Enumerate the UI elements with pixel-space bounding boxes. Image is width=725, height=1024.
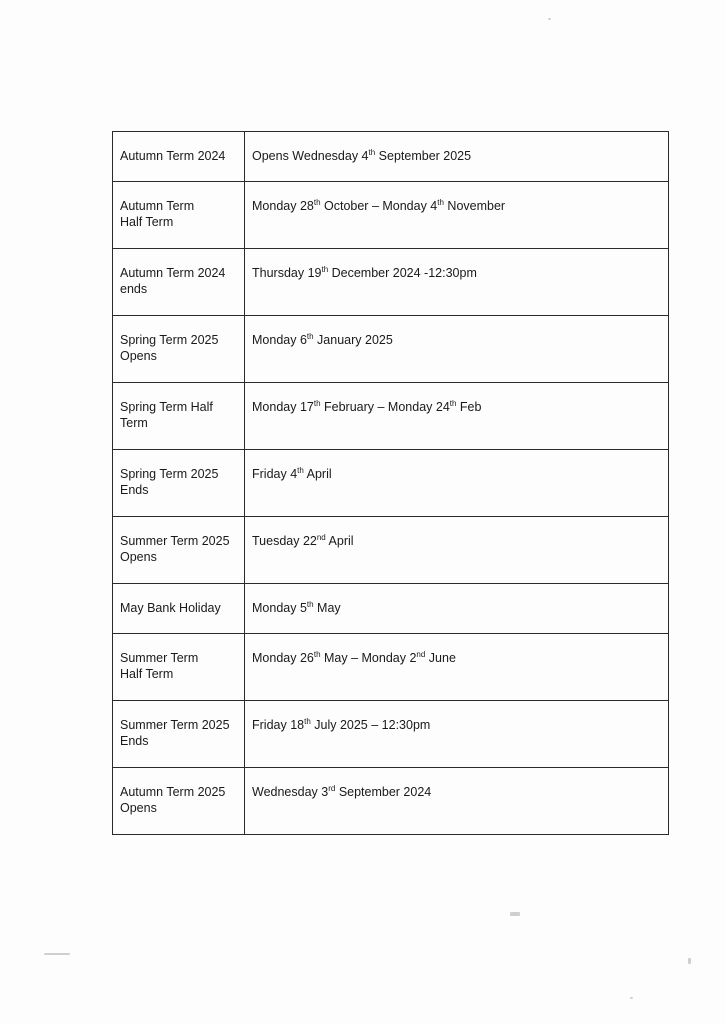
date-cell: [245, 584, 669, 634]
ordinal-suffix: th: [449, 398, 457, 408]
ordinal-suffix: th: [306, 599, 314, 609]
term-label: Summer Term Half Term: [120, 651, 199, 681]
term-cell: [113, 182, 245, 249]
term-label: Autumn Term 2024 ends: [120, 266, 226, 296]
term-cell: [113, 249, 245, 316]
scan-speck: [44, 953, 70, 955]
date-fragment: May: [313, 601, 341, 615]
table-row: [113, 634, 669, 701]
date-fragment: May – Monday 2: [320, 651, 417, 665]
date-fragment: June: [425, 651, 456, 665]
term-label: Spring Term 2025 Ends: [120, 467, 219, 497]
table-row: [113, 383, 669, 450]
ordinal-suffix: nd: [416, 649, 426, 659]
date-fragment: Thursday 19: [252, 266, 322, 280]
date-cell: [245, 316, 669, 383]
ordinal-suffix: th: [313, 398, 321, 408]
table-row: [113, 517, 669, 584]
ordinal-suffix: th: [306, 331, 314, 341]
date-cell: [245, 634, 669, 701]
date-text: [245, 634, 668, 666]
term-label: Autumn Term Half Term: [120, 199, 195, 229]
date-fragment: October – Monday 4: [320, 199, 438, 213]
scan-speck: [548, 18, 551, 20]
table-row: [113, 249, 669, 316]
date-cell: [245, 768, 669, 835]
date-fragment: Monday 17: [252, 400, 314, 414]
scan-speck: [510, 912, 520, 916]
ordinal-suffix: th: [437, 197, 444, 207]
date-text: [245, 701, 668, 733]
scan-speck: [688, 958, 691, 964]
date-text: [245, 383, 668, 415]
term-dates-body: [113, 132, 669, 835]
date-cell: [245, 383, 669, 450]
term-label: May Bank Holiday: [120, 601, 221, 615]
date-fragment: April: [325, 534, 354, 548]
term-label: Summer Term 2025 Opens: [120, 534, 230, 564]
date-text: [245, 768, 668, 800]
date-fragment: Feb: [456, 400, 482, 414]
term-cell: [113, 701, 245, 768]
term-label: Spring Term 2025 Opens: [120, 333, 219, 363]
table-row: [113, 768, 669, 835]
term-cell: [113, 132, 245, 182]
date-cell: [245, 450, 669, 517]
table-row: [113, 450, 669, 517]
date-fragment: Tuesday 22: [252, 534, 317, 548]
date-text: [245, 132, 668, 164]
table-row: [113, 132, 669, 182]
date-cell: [245, 701, 669, 768]
ordinal-suffix: rd: [328, 783, 336, 793]
date-fragment: April: [303, 467, 332, 481]
term-label: Spring Term Half Term: [120, 400, 213, 430]
ordinal-suffix: th: [313, 649, 321, 659]
date-text: [245, 249, 668, 281]
date-cell: [245, 249, 669, 316]
term-label: Summer Term 2025 Ends: [120, 718, 230, 748]
ordinal-suffix: nd: [316, 532, 326, 542]
date-fragment: Wednesday 3: [252, 785, 329, 799]
table-row: [113, 584, 669, 634]
date-fragment: December 2024 -12:30pm: [328, 266, 477, 280]
ordinal-suffix: th: [297, 465, 304, 475]
date-fragment: September 2025: [375, 149, 472, 163]
date-fragment: Monday 6: [252, 333, 307, 347]
date-text: [245, 316, 668, 348]
date-fragment: September 2024: [335, 785, 432, 799]
term-cell: [113, 450, 245, 517]
date-fragment: Monday 5: [252, 601, 307, 615]
term-label: Autumn Term 2024: [120, 149, 226, 163]
date-fragment: Monday 28: [252, 199, 314, 213]
table-row: [113, 182, 669, 249]
date-cell: [245, 517, 669, 584]
date-fragment: Opens Wednesday 4: [252, 149, 369, 163]
term-cell: [113, 316, 245, 383]
table-row: [113, 701, 669, 768]
date-text: [245, 584, 668, 616]
term-label: Autumn Term 2025 Opens: [120, 785, 226, 815]
ordinal-suffix: th: [321, 264, 329, 274]
date-cell: [245, 182, 669, 249]
ordinal-suffix: th: [313, 197, 321, 207]
term-cell: [113, 383, 245, 450]
table-row: [113, 316, 669, 383]
term-dates-table: [112, 131, 669, 835]
date-fragment: January 2025: [313, 333, 393, 347]
term-cell: [113, 584, 245, 634]
date-fragment: November: [443, 199, 506, 213]
date-text: [245, 517, 668, 549]
date-fragment: February – Monday 24: [320, 400, 450, 414]
scan-speck: [630, 997, 633, 999]
term-cell: [113, 634, 245, 701]
date-text: [245, 182, 668, 214]
date-fragment: July 2025 – 12:30pm: [310, 718, 431, 732]
date-fragment: Friday 18: [252, 718, 305, 732]
ordinal-suffix: th: [304, 716, 311, 726]
date-fragment: Friday 4: [252, 467, 298, 481]
term-cell: [113, 517, 245, 584]
term-cell: [113, 768, 245, 835]
date-text: [245, 450, 668, 482]
date-cell: [245, 132, 669, 182]
ordinal-suffix: th: [368, 147, 376, 157]
date-fragment: Monday 26: [252, 651, 314, 665]
